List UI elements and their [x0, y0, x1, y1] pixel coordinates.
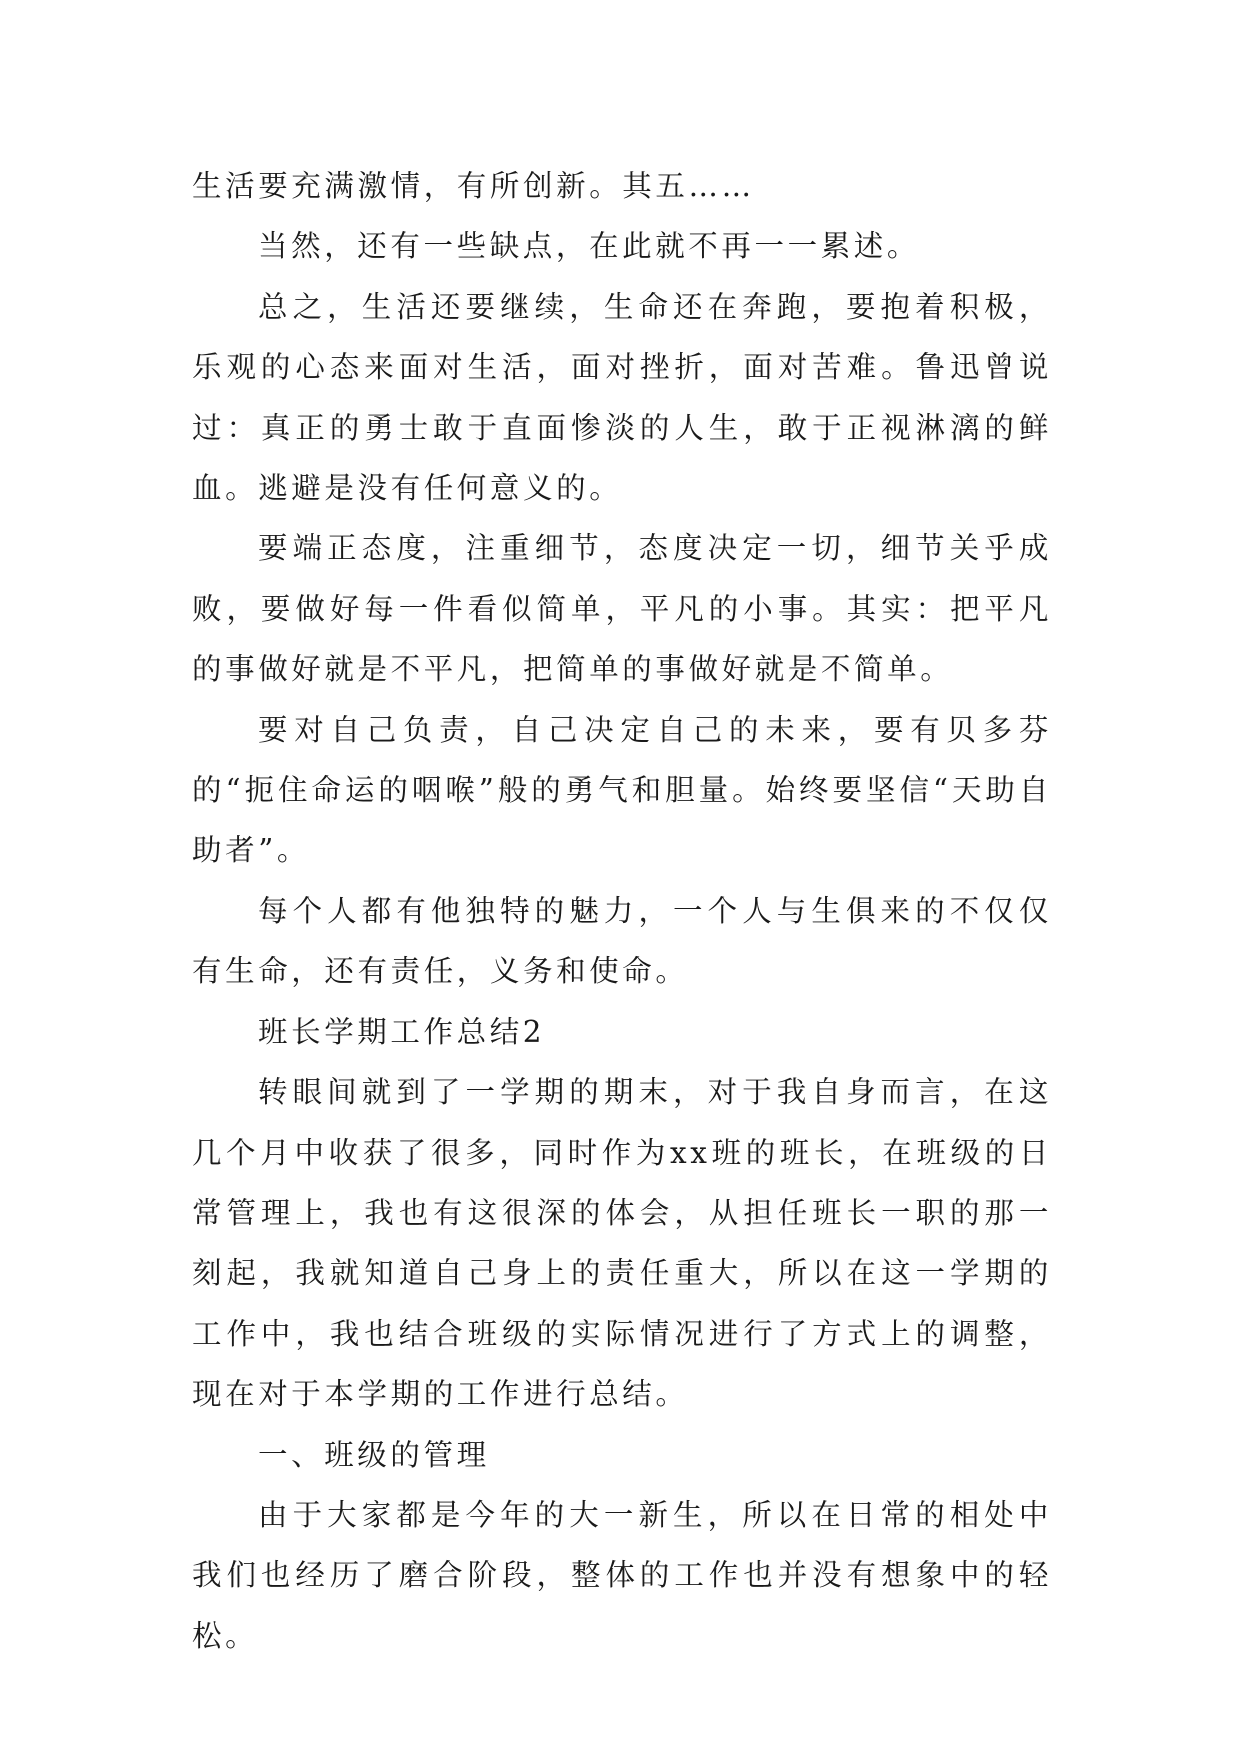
paragraph-4: 要端正态度，注重细节，态度决定一切，细节关乎成败，要做好每一件看似简单，平凡的小事。其实：把平凡的事做好就是不平凡，把简单的事做好就是不简单。: [192, 531, 1052, 687]
document-body: [192, 156, 1052, 1666]
paragraph-7: 转眼间就到了一学期的期末，对于我自身而言，在这几个月中收获了很多，同时作为xx班的班长，在班级的日常管理上，我也有这很深的体会，从担任班长一职的那一刻起，我就知道自己身上的责任重大，所以在这一学期的工作中，我也结合班级的实际情况进行了方式上的调整，现在对于本学期的工作进行总结。: [192, 1075, 1052, 1412]
section-heading-summary-2: 班长学期工作总结2: [258, 1014, 546, 1049]
paragraph-2: 当然，还有一些缺点，在此就不再一一累述。: [258, 229, 921, 264]
paragraph-6: 每个人都有他独特的魅力，一个人与生俱来的不仅仅有生命，还有责任，义务和使命。: [192, 893, 1052, 989]
section-heading-class-management: 一、班级的管理: [258, 1437, 490, 1472]
paragraph-5: 要对自己负责，自己决定自己的未来，要有贝多芬的“扼住命运的咽喉”般的勇气和胆量。始终要坚信“天助自助者”。: [192, 712, 1052, 868]
paragraph-8: 由于大家都是今年的大一新生，所以在日常的相处中我们也经历了磨合阶段，整体的工作也并没有想象中的轻松。: [192, 1497, 1052, 1653]
paragraph-3: 总之，生活还要继续，生命还在奔跑，要抱着积极，乐观的心态来面对生活，面对挫折，面对苦难。鲁迅曾说过：真正的勇士敢于直面惨淡的人生，敢于正视淋漓的鲜血。逃避是没有任何意义的。: [192, 289, 1052, 506]
paragraph-1: 生活要充满激情，有所创新。其五……: [192, 169, 755, 203]
